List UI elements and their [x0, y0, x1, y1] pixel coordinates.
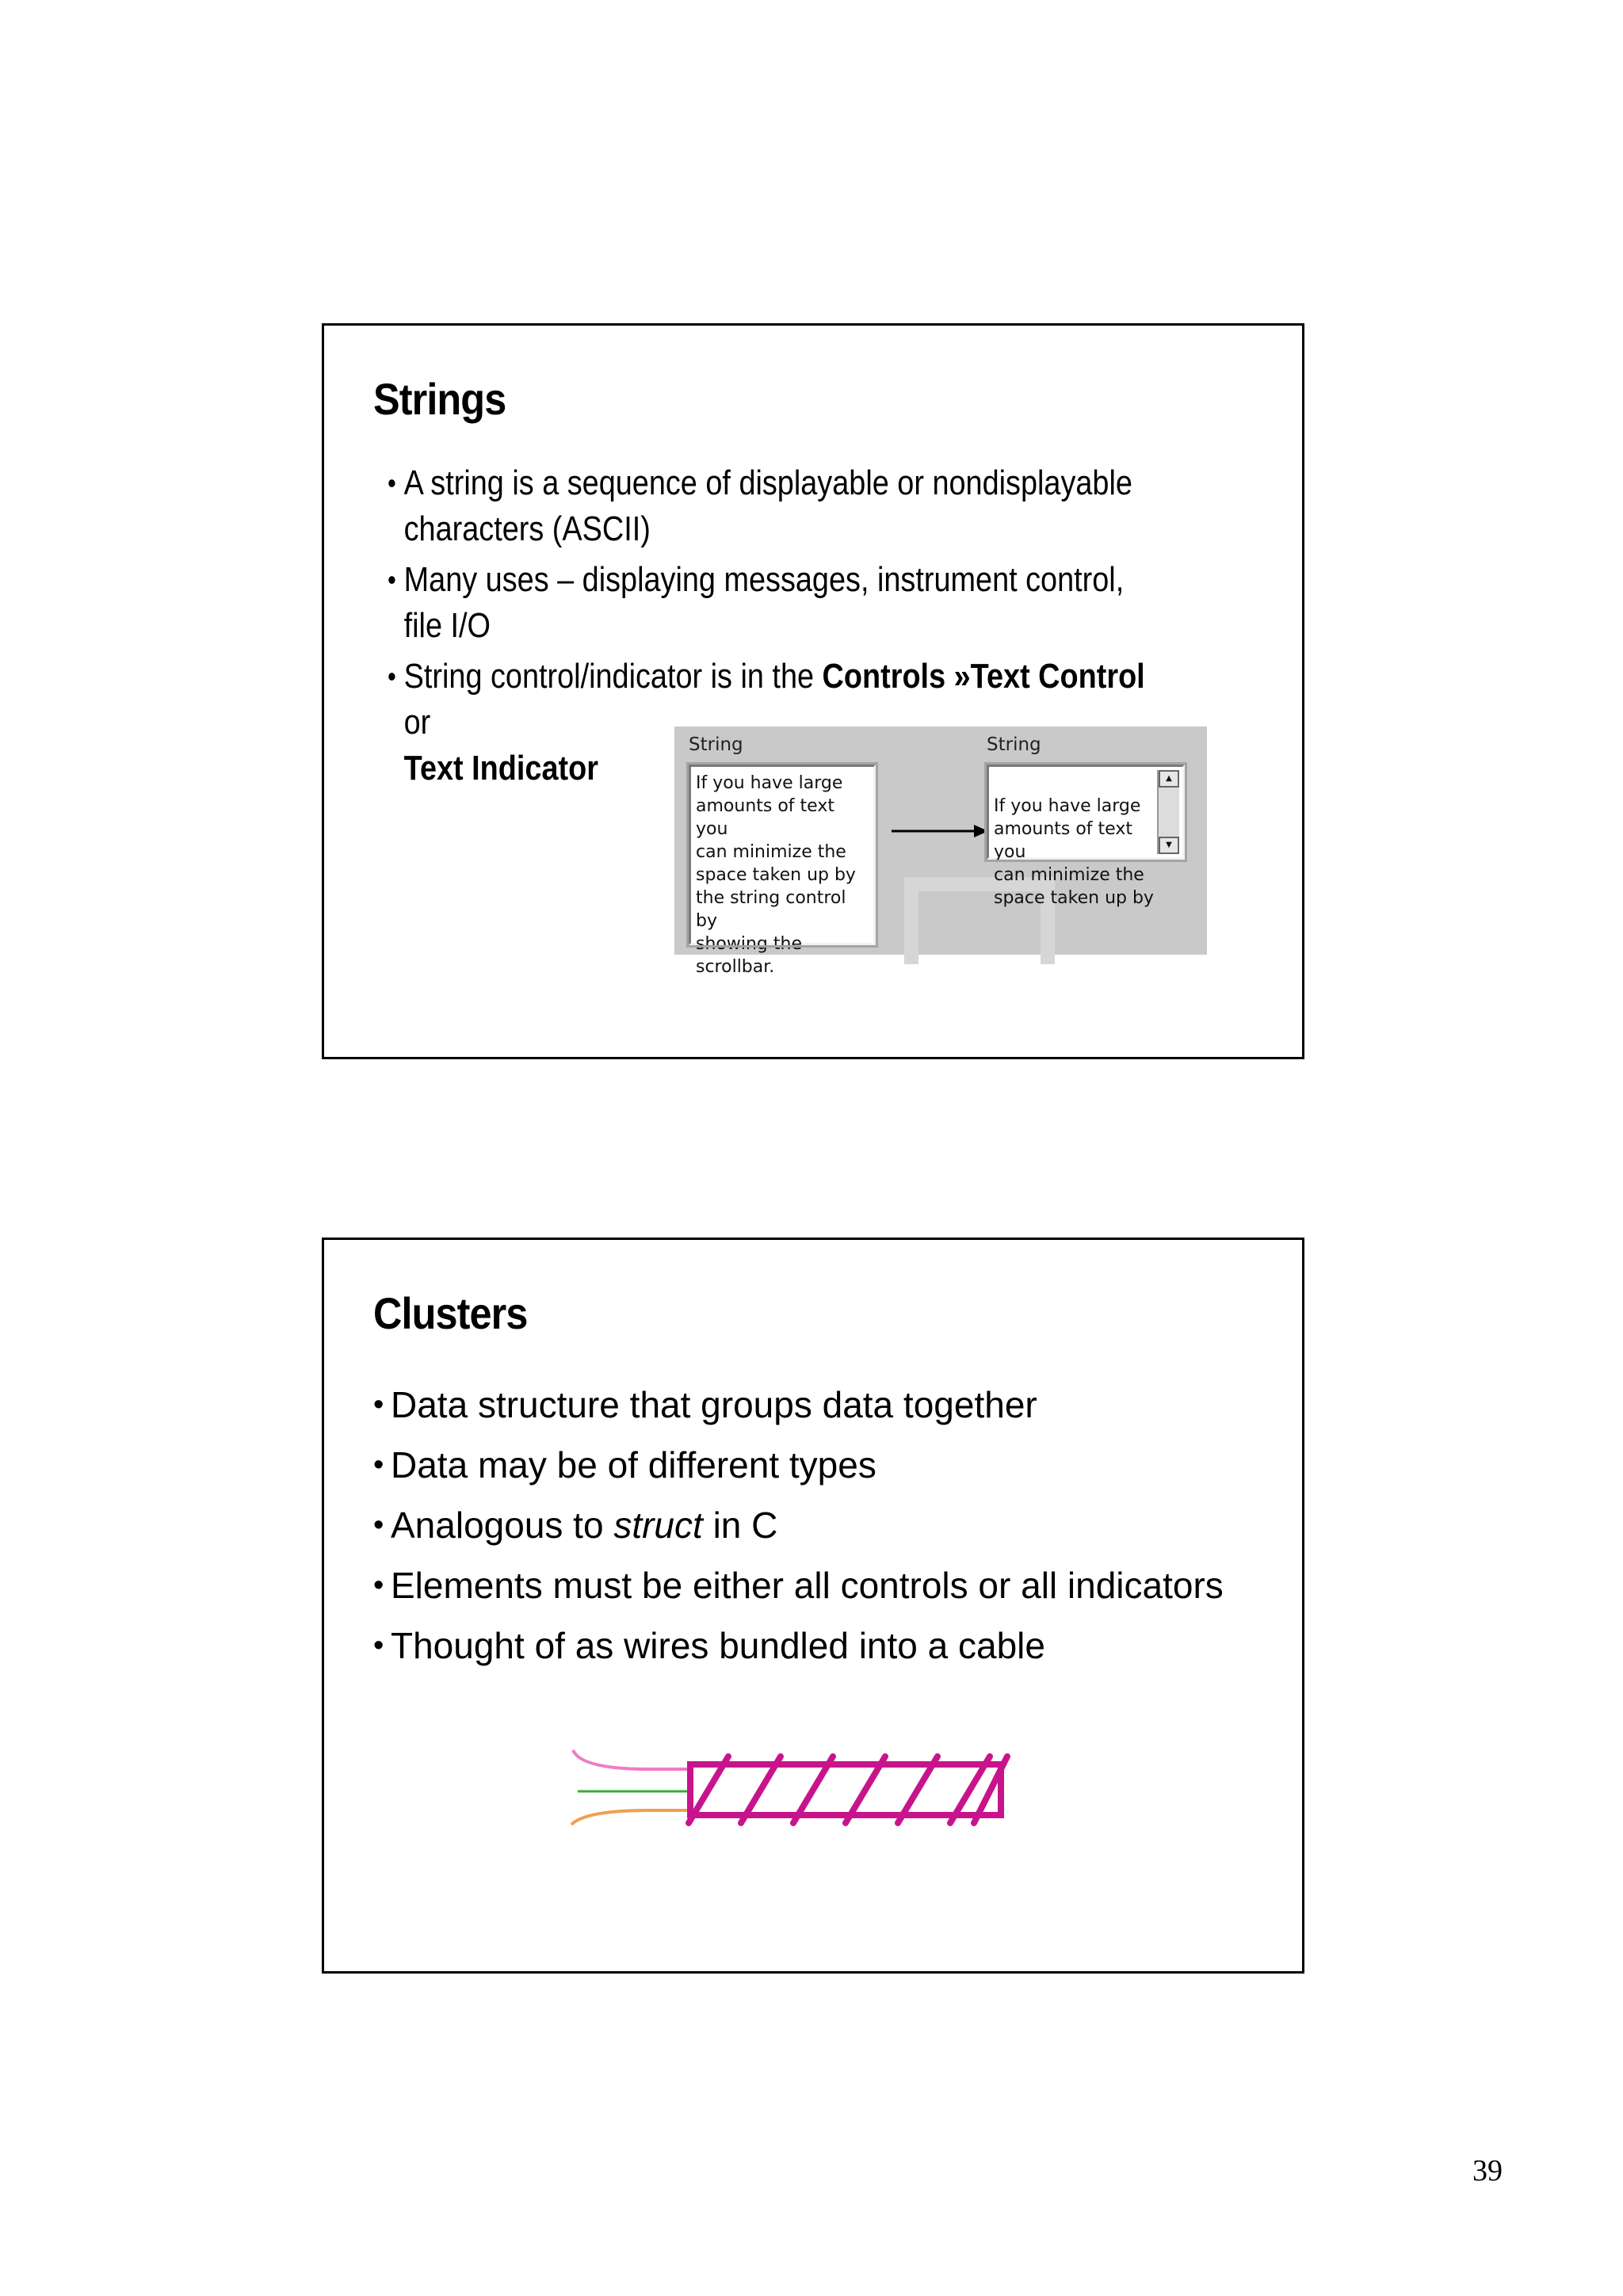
slide-clusters [322, 1238, 1304, 1974]
cluster-cable-figure [562, 1731, 1053, 1842]
bullet-text-bold: Text Indicator [403, 749, 598, 788]
arrow-icon [888, 822, 991, 841]
string-control-expanded: If you have large amounts of text you can minimize the space taken up by the string control by showing the scrollbar. [689, 765, 876, 945]
bullet-item: • Many uses – displaying messages, instrument control, file I/O [388, 557, 1164, 649]
bullet-item: • A string is a sequence of displayable or nondisplayable characters (ASCII) [388, 460, 1164, 552]
bullet-text: String control/indicator is in the [403, 657, 823, 696]
bullet-text-italic: struct [613, 1505, 703, 1546]
scrollbar[interactable] [1157, 770, 1179, 854]
string-label-right: String [987, 734, 1041, 755]
bullet-text: Elements must be either all controls or all indicators [391, 1565, 1224, 1606]
bullet-item [373, 1375, 1293, 1435]
cable-bundle [689, 1756, 1007, 1823]
scroll-up-icon[interactable]: ▲ [1159, 770, 1179, 788]
bullet-list [373, 1375, 1293, 1676]
bullet-text: Data may be of different types [391, 1444, 876, 1486]
slide-title: Strings [373, 374, 506, 424]
wire-orange [571, 1810, 689, 1825]
slide-title: Clusters [373, 1288, 528, 1338]
string-control-scrollbar [987, 765, 1185, 908]
bullet-text: Analogous to [391, 1505, 614, 1546]
string-label-left: String [689, 734, 743, 755]
string-control-figure [674, 727, 1207, 977]
bullet-text-bold: Controls »Text Control [822, 657, 1145, 696]
bullet-item [373, 1615, 1293, 1676]
bullet-text: in C [702, 1505, 778, 1546]
bullet-item [373, 1495, 1293, 1555]
bullet-item [373, 1555, 1293, 1615]
bullet-text: or [403, 703, 431, 742]
string-control-text: If you have large amounts of text you can minimize the space taken up by [994, 796, 1154, 908]
scroll-down-icon[interactable]: ▼ [1159, 837, 1179, 854]
bullet-item [373, 1435, 1293, 1495]
slide-strings [322, 323, 1304, 1059]
bullet-text: Data structure that groups data together [391, 1384, 1037, 1425]
page-number: 39 [1472, 2154, 1503, 2187]
wire-pink [573, 1750, 689, 1769]
bullet-text: Thought of as wires bundled into a cable [391, 1625, 1045, 1666]
